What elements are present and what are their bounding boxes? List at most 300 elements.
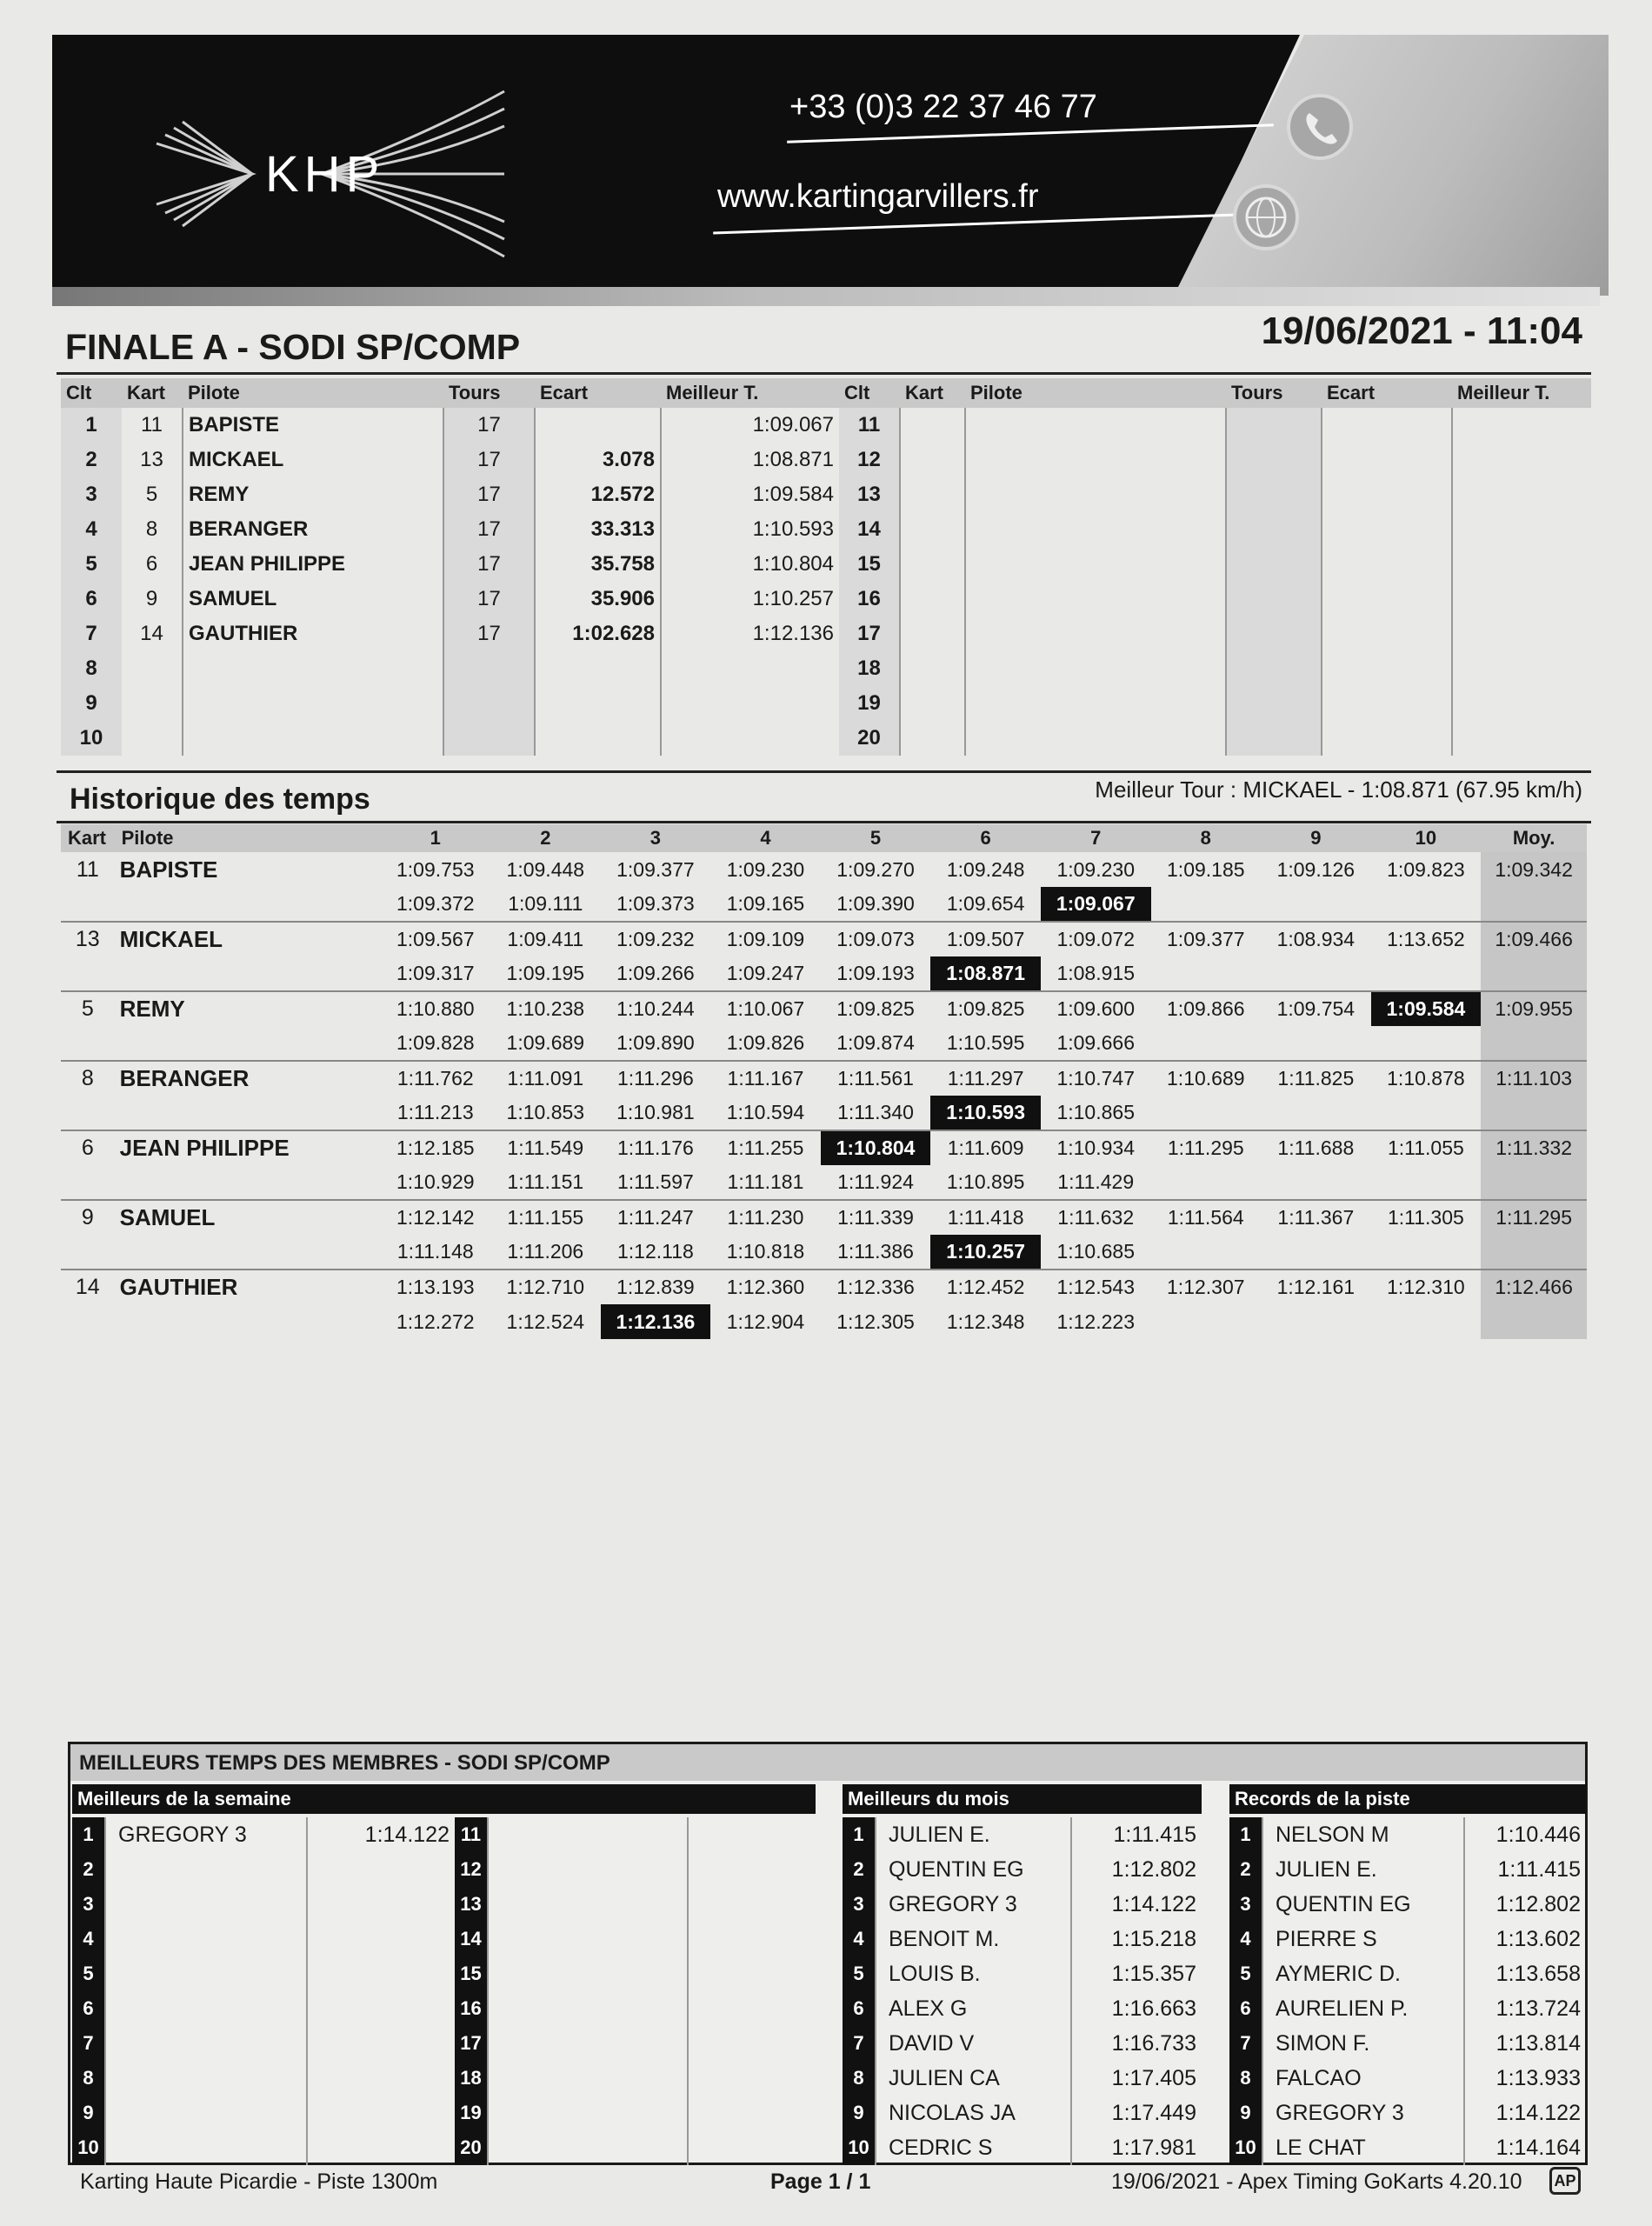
gap [535,686,661,721]
member-rank: 4 [1229,1922,1262,1956]
title-divider [57,372,1591,375]
gap [1322,721,1452,756]
classification-row [839,443,1591,477]
kart-number: 5 [145,483,158,506]
member-name: JULIEN CA [876,2061,1071,2096]
gap: 33.313 [535,512,661,547]
classification-row [61,512,839,547]
laps [1226,582,1322,616]
lap-time: 1:09.866 [1151,991,1262,1026]
lap-time: 1:10.981 [616,1101,695,1123]
member-time: 1:13.933 [1464,2061,1586,2096]
kart-number [900,651,965,686]
classification-row [61,616,839,651]
driver-name: GAUTHIER [115,1270,381,1304]
lap-time: 1:09.247 [726,962,805,984]
lap-time: 1:09.073 [821,922,931,956]
gap [535,721,661,756]
col-lap-9: 9 [1261,824,1371,852]
position: 18 [839,651,900,686]
member-name: AURELIEN P. [1262,1991,1464,2026]
member-rank: 13 [455,1887,488,1922]
member-time [307,1922,455,1956]
best-time: 1:10.593 [661,512,839,547]
classification-table-left [61,378,839,756]
lap-time: 1:09.828 [396,1031,475,1054]
driver-name: JEAN PHILIPPE [183,547,443,582]
lap-time: 1:13.652 [1371,922,1482,956]
member-name [105,2096,307,2130]
member-time: 1:17.981 [1071,2130,1202,2165]
member-time: 1:13.724 [1464,1991,1586,2026]
member-name [488,2130,688,2165]
member-row [843,2061,1202,2096]
empty-cell [61,887,115,922]
member-name: NELSON M [1262,1817,1464,1852]
lap-time [1371,1026,1482,1061]
logo-brand: KHP [265,146,385,203]
kart-number: 9 [145,587,158,610]
member-row [843,2096,1202,2130]
average-time-filler [1481,1165,1587,1200]
race-datetime: 19/06/2021 - 11:04 [1261,310,1582,352]
best-time: 1:12.136 [661,616,839,651]
member-time: 1:16.733 [1071,2026,1202,2061]
lap-time: 1:11.091 [490,1061,601,1096]
classification-row [61,721,839,756]
kart-number: 13 [140,448,163,471]
member-row [843,1991,1202,2026]
best-time [1452,477,1591,512]
lap-time: 1:09.825 [821,991,931,1026]
member-rank: 3 [843,1887,876,1922]
member-name [105,1852,307,1887]
kart-number: 11 [141,413,163,437]
average-time: 1:11.103 [1481,1061,1587,1096]
driver-name: BERANGER [183,512,443,547]
lap-time: 1:09.126 [1276,857,1356,881]
lap-time: 1:13.193 [381,1270,491,1304]
empty-cell [61,1096,115,1130]
member-time: 1:13.658 [1464,1956,1586,1991]
lap-time: 1:11.924 [837,1170,914,1193]
history-row-laps-1-10 [61,852,1587,887]
member-row [1229,1991,1586,2026]
lap-time: 1:11.296 [601,1061,711,1096]
lap-time: 1:09.823 [1387,857,1465,881]
member-rank: 4 [843,1922,876,1956]
lap-time: 1:10.895 [946,1170,1025,1193]
lap-time: 1:11.297 [930,1061,1041,1096]
gap [1322,651,1452,686]
driver-name: BAPISTE [119,856,218,883]
member-row [843,1817,1202,1852]
classification-row [839,582,1591,616]
col-lap-1: 1 [381,824,491,852]
lap-time: 1:10.593 [930,1096,1041,1130]
lap-time [1371,1304,1482,1339]
lap-time: 1:09.654 [946,892,1025,915]
driver-name: MICKAEL [115,922,381,956]
lap-time: 1:09.072 [1041,922,1151,956]
position: 20 [839,721,900,756]
col-lap-3: 3 [601,824,711,852]
classification-row [839,512,1591,547]
lap-time [1261,956,1371,991]
lap-time: 1:09.826 [726,1031,805,1054]
member-time: 1:10.446 [1464,1817,1586,1852]
lap-time: 1:10.257 [930,1235,1041,1270]
lap-time: 1:09.411 [490,922,601,956]
empty-cell [115,1026,381,1061]
empty-cell [61,1304,115,1339]
member-rank: 2 [72,1852,105,1887]
member-name [488,1991,688,2026]
driver-name [965,408,1226,443]
empty-cell [115,1096,381,1130]
kart-number: 5 [61,991,115,1026]
laps [1226,616,1322,651]
member-name: JULIEN E. [1262,1852,1464,1887]
member-row [72,1817,455,1852]
footer-page-number: Page 1 / 1 [770,2169,871,2194]
lap-time: 1:11.418 [930,1200,1041,1235]
gap [535,651,661,686]
lap-time: 1:12.524 [506,1310,585,1333]
history-row-laps-1-10 [61,1061,1587,1096]
lap-time: 1:11.206 [507,1240,584,1263]
position: 5 [61,547,122,582]
kart-number: 11 [76,856,99,882]
lap-time: 1:12.839 [601,1270,711,1304]
lap-time: 1:10.747 [1041,1061,1151,1096]
lap-time: 1:10.804 [821,1130,931,1165]
laps: 17 [443,512,535,547]
lap-time: 1:09.689 [506,1031,585,1054]
laps: 17 [443,408,535,443]
member-rank: 6 [72,1991,105,2026]
laps: 17 [443,477,535,512]
lap-time [1261,887,1371,922]
khp-logo [148,83,513,270]
lap-time: 1:12.307 [1151,1270,1262,1304]
driver-name [965,512,1226,547]
member-time [688,2130,820,2165]
member-row [1229,1956,1586,1991]
history-row-laps-1-10 [61,1270,1587,1304]
best-time: 1:09.584 [661,477,839,512]
kart-number [900,547,965,582]
lap-time: 1:12.305 [836,1310,915,1333]
member-row [455,2061,820,2096]
best-time [661,721,839,756]
classification-row [839,721,1591,756]
member-name: PIERRE S [1262,1922,1464,1956]
member-time [688,1852,820,1887]
member-row [72,1922,455,1956]
col-lap-10: 10 [1371,824,1482,852]
member-records-title: MEILLEURS TEMPS DES MEMBRES - SODI SP/COMP [70,1744,1585,1781]
lap-time: 1:09.507 [930,922,1041,956]
history-divider [57,821,1591,823]
kart-number [122,721,183,756]
lap-time: 1:11.549 [490,1130,601,1165]
lap-time [1151,956,1262,991]
member-rank: 1 [843,1817,876,1852]
member-rank: 8 [72,2061,105,2096]
lap-time: 1:11.762 [381,1061,491,1096]
classification-row [839,477,1591,512]
driver-name: SAMUEL [183,582,443,616]
member-time [688,2096,820,2130]
position: 19 [839,686,900,721]
member-rank: 20 [455,2130,488,2165]
gap [535,408,661,443]
member-time: 1:13.602 [1464,1922,1586,1956]
member-time: 1:15.218 [1071,1922,1202,1956]
lap-time: 1:09.248 [946,857,1025,881]
member-row [843,1852,1202,1887]
average-time-filler [1481,1026,1587,1061]
footer-track-info: Karting Haute Picardie - Piste 1300m [80,2169,438,2194]
kart-number: 6 [145,552,158,576]
lap-time: 1:10.929 [396,1170,475,1193]
laps [443,721,535,756]
member-rank: 11 [455,1817,488,1852]
classification-row [61,686,839,721]
member-rank: 4 [72,1922,105,1956]
lap-time: 1:09.377 [616,857,695,881]
lap-time [1371,1165,1482,1200]
kart-number: 8 [145,517,158,541]
classification-row [61,582,839,616]
driver-name [183,651,443,686]
col-best: Meilleur T. [1452,378,1591,408]
lap-time: 1:10.865 [1056,1101,1135,1123]
lap-time: 1:10.934 [1041,1130,1151,1165]
driver-name [965,477,1226,512]
kart-number: 14 [61,1270,115,1304]
member-row [843,2130,1202,2165]
lap-time: 1:12.272 [396,1310,475,1333]
lap-time: 1:09.890 [616,1031,695,1054]
monthly-best-heading: Meilleurs du mois [843,1784,1202,1814]
member-rank: 9 [843,2096,876,2130]
member-name [488,1922,688,1956]
lap-time: 1:11.825 [1261,1061,1371,1096]
lap-time [1151,1165,1262,1200]
kart-number: 14 [140,622,163,645]
gap: 35.758 [535,547,661,582]
member-name: DAVID V [876,2026,1071,2061]
lap-time: 1:11.230 [710,1200,821,1235]
driver-name [183,686,443,721]
average-time-filler [1481,1235,1587,1270]
lap-time: 1:09.753 [396,857,475,881]
lap-time: 1:11.155 [490,1200,601,1235]
empty-cell [115,887,381,922]
member-rank: 17 [455,2026,488,2061]
member-rank: 8 [843,2061,876,2096]
kart-number [900,408,965,443]
position: 6 [61,582,122,616]
kart-number: 13 [61,922,115,956]
col-gap: Ecart [535,378,661,408]
member-time: 1:17.405 [1071,2061,1202,2096]
history-row-laps-11-20 [61,1235,1587,1270]
col-kart: Kart [900,378,965,408]
track-records-table [1229,1817,1586,2165]
gap [1322,686,1452,721]
member-rank: 10 [1229,2130,1262,2165]
kart-number [900,686,965,721]
best-time [1452,582,1591,616]
lap-time: 1:11.055 [1371,1130,1482,1165]
average-time: 1:11.295 [1481,1200,1587,1235]
member-time: 1:16.663 [1071,1991,1202,2026]
col-driver: Pilote [115,824,381,852]
member-rank: 9 [72,2096,105,2130]
position: 1 [61,408,122,443]
member-time [307,2061,455,2096]
member-name [105,2130,307,2165]
col-lap-7: 7 [1041,824,1151,852]
history-row-laps-1-10 [61,922,1587,956]
member-rank: 5 [1229,1956,1262,1991]
member-name: GREGORY 3 [1262,2096,1464,2130]
lap-time: 1:09.232 [601,922,711,956]
member-row [455,1991,820,2026]
lap-time: 1:12.452 [930,1270,1041,1304]
driver-name [965,651,1226,686]
driver-name: SAMUEL [115,1200,381,1235]
best-lap-summary: Meilleur Tour : MICKAEL - 1:08.871 (67.95 km/h) [1095,776,1582,803]
empty-cell [61,956,115,991]
lap-time: 1:11.386 [837,1240,914,1263]
member-time [688,1956,820,1991]
member-rank: 8 [1229,2061,1262,2096]
lap-time: 1:11.247 [601,1200,711,1235]
member-row [455,1817,820,1852]
member-time [307,2026,455,2061]
lap-time: 1:11.151 [507,1170,584,1193]
member-row [72,2130,455,2165]
lap-time: 1:08.934 [1261,922,1371,956]
member-row [455,1887,820,1922]
member-rank: 1 [1229,1817,1262,1852]
member-row [72,2061,455,2096]
lap-time: 1:09.111 [508,892,583,915]
member-name: SIMON F. [1262,2026,1464,2061]
member-time: 1:17.449 [1071,2096,1202,2130]
member-time [307,1956,455,1991]
lap-time: 1:12.136 [601,1304,711,1339]
col-pos: Clt [61,378,122,408]
member-rank: 5 [843,1956,876,1991]
best-time [1452,721,1591,756]
laps: 17 [443,547,535,582]
member-rank: 12 [455,1852,488,1887]
member-name [105,1991,307,2026]
best-time [661,686,839,721]
member-name: BENOIT M. [876,1922,1071,1956]
position: 17 [839,616,900,651]
member-rank: 6 [843,1991,876,2026]
gap: 1:02.628 [535,616,661,651]
member-row [455,1922,820,1956]
kart-number [122,686,183,721]
position: 14 [839,512,900,547]
best-time [1452,443,1591,477]
lap-time: 1:09.825 [930,991,1041,1026]
member-rank: 2 [1229,1852,1262,1887]
average-time: 1:11.332 [1481,1130,1587,1165]
lap-time [1151,887,1262,922]
lap-time: 1:09.567 [381,922,491,956]
lap-time: 1:11.295 [1151,1130,1262,1165]
member-name: JULIEN E. [876,1817,1071,1852]
best-time [1452,616,1591,651]
member-time: 1:14.122 [1071,1887,1202,1922]
history-row-laps-11-20 [61,1096,1587,1130]
lap-time: 1:11.213 [396,1101,474,1123]
lap-time: 1:12.348 [946,1310,1025,1333]
lap-time [1371,956,1482,991]
lap-time: 1:11.597 [616,1170,694,1193]
laps [1226,443,1322,477]
lap-time: 1:10.689 [1151,1061,1262,1096]
member-name: GREGORY 3 [876,1887,1071,1922]
lap-time: 1:09.584 [1371,991,1482,1026]
member-rank: 3 [1229,1887,1262,1922]
member-name [488,2096,688,2130]
classification-row [839,686,1591,721]
empty-cell [61,1235,115,1270]
lap-time: 1:10.595 [946,1031,1025,1054]
driver-name [965,721,1226,756]
driver-name [965,582,1226,616]
empty-cell [115,1304,381,1339]
lap-time [1371,1096,1482,1130]
member-name [488,2061,688,2096]
lap-time: 1:12.142 [381,1200,491,1235]
lap-time: 1:09.448 [506,857,585,881]
header-stripe [52,287,1600,306]
lap-time: 1:12.118 [616,1240,694,1263]
kart-number [900,616,965,651]
lap-time: 1:10.594 [726,1101,805,1123]
laps [1226,686,1322,721]
average-time: 1:09.466 [1481,922,1587,956]
classification-row [61,477,839,512]
member-time [688,1922,820,1956]
lap-time: 1:10.818 [726,1240,805,1263]
best-time [1452,408,1591,443]
member-rank: 7 [843,2026,876,2061]
driver-name [965,686,1226,721]
member-row [1229,2061,1586,2096]
driver-name: REMY [183,477,443,512]
history-row-laps-1-10 [61,991,1587,1026]
lap-time [1261,1304,1371,1339]
lap-time: 1:11.148 [396,1240,474,1263]
empty-cell [115,1235,381,1270]
weekly-best-heading: Meilleurs de la semaine [72,1784,816,1814]
member-row [1229,1922,1586,1956]
monthly-best-table [843,1817,1202,2165]
driver-name [183,721,443,756]
member-row [72,1956,455,1991]
